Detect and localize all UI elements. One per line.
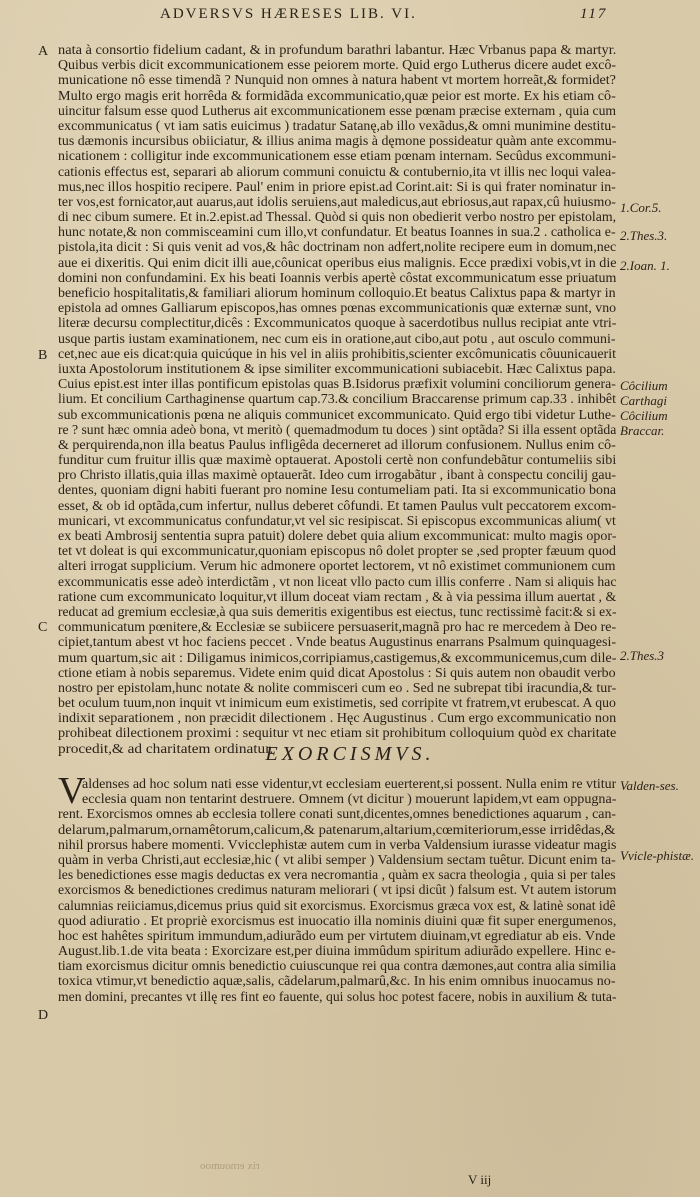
text-line: procedit,& ad charitatem ordinatur. xyxy=(58,740,274,756)
text-line: municari, vt excommunicatus confundatur,vt vel sic resipiscat. Si episcopus excommunicas alium( vt xyxy=(58,512,616,528)
text-line: Quibus verbis dicit excommunicationem esse peiorem morte. Quid ergo Lutherus dicere audet excô- xyxy=(58,57,616,73)
text-line: mum quartum,sic ait : Diligamus inimicos,corripiamus,castigemus,& excommunicemus,cum dile- xyxy=(58,649,616,665)
text-line: re ? sunt hæc omnia adeò bona, vt meritò ( quemadmodum tu doces ) sint optãda? Si illa essent optãda xyxy=(58,421,616,437)
text-line: esset, & ob id optãda,cum infertur, nullus deberet côfundi. Et tamen Paulus vult peccatorem excom- xyxy=(58,497,616,513)
text-line: ter vos,est fornicator,aut auarus,aut idolis seruiens,aut maledicus,aut ebriosus,aut rapax,cû huiusmo- xyxy=(58,193,616,209)
text-line: dentes, quoniam digni habiti fuerant pro nomine Iesu contumeliam pati. Ita si excommunicatio bona xyxy=(58,482,616,498)
page-number: 117 xyxy=(580,6,608,22)
text-line: exorcismos & benedictiones credimus naturam meliorari ( vt ipsi dicût ) falsum est. Vt autem istorum xyxy=(58,882,616,898)
text-line: tet vt doleat is qui excommunicatur,quoniam episcopus nô dolet propter se ,sed propter fæuum quod xyxy=(58,543,616,559)
text-line: prohibeat dilectionem proximi : sequitur vt nec etiam sit prohibitum colloquium quòd ex charitate xyxy=(58,725,616,741)
text-line: Cuius epist.est inter illas pontificum epistolas quas B.Isidorus præfixit volumini conciliorum genera- xyxy=(58,376,616,392)
body-text-block-1 xyxy=(58,42,616,756)
text-line: reducat ad gremium ecclesiæ,à qua suis demeritis exigentibus est eiectus, tunc rectissimè facit:& si ex- xyxy=(58,603,616,619)
text-line: les benedictiones esse magis deductas ex vera necromantia , quàm ex sacra theologia , quia si per tales xyxy=(58,867,616,883)
text-line: mus,nec illos hospitio recipere. Paul' enim in priore epist.ad Corint.ait: Si is qui frater nominatur in- xyxy=(58,178,616,194)
margin-note-concilium-carthagi: Côcilium Carthagi xyxy=(620,378,668,408)
drop-cap: V xyxy=(58,770,86,812)
text-line: aldenses ad hoc solum nati esse videntur,vt ecclesiam euerterent,si possent. Nulla enim re vtitur xyxy=(82,776,616,791)
text-line: hoc est hahêtes spiritum immundum,adiurãdo eum per virtutem diuinam,vt egrediatur ab eis. Vnde xyxy=(58,927,616,943)
margin-note-2thes-b: 2.Thes.3 xyxy=(620,648,665,663)
text-line: men domini, precantes vt illę res fint eo fauente, qui solus hoc potest facere, nobis in auxilium & tuta- xyxy=(58,988,616,1004)
section-letter-c: C xyxy=(38,620,48,635)
text-line: ratione cum excommunicato loquitur,vt illum doceat viam rectam , & à via pessima illum auertat , & xyxy=(58,588,616,604)
text-line: pistola,ita dicit : Si quis venit ad vos,& hâc doctrinam non adfert,nolite recipere eum in domum,nec xyxy=(58,239,616,255)
text-line: nostro per epistolam,hunc notate & nolite commisceri cum eo . Sed ne subrepat tibi iracundia,& tur- xyxy=(58,679,616,695)
text-line: quod adiuratio . Et propriè exorcismus est inuocatio illa nominis diuini quæ fit super energumenos, xyxy=(58,912,616,928)
signature-mark: V iij xyxy=(468,1172,492,1187)
text-line: nata à consortio fidelium cadant, & in profundum barathri labantur. Hæc Vrbanus papa & martyr. xyxy=(58,42,616,57)
page-header xyxy=(160,6,608,26)
text-line: di nec cibum sumere. Et in.2.epist.ad Thessal. Quòd si quis non obedierit verbo nostro per epistolam, xyxy=(58,209,616,225)
text-line: quàm in verba Christi,aut ecclesiæ,hic ( vt alibi semper ) Valdensium sectam tuêtur. Dicunt enim ta- xyxy=(58,851,616,867)
section-letter-d: D xyxy=(38,1008,49,1023)
text-line: epistola ad omnes Galliarum episcopos,has omnes pœnas excommunicationis quæ externæ sunt, vno xyxy=(58,300,616,316)
text-line: ctione etiam à nobis separemus. Videte enim quid dicat Apostolus : Si quis autem non obaudit verbo xyxy=(58,664,616,680)
text-line: lium. Et concilium Carthaginense quartum cap.73.& concilium Braccarense primum cap.33 . inhibêt xyxy=(58,391,616,407)
text-line: toxica vtimur,vt benedictio aquæ,salis, cãdelarum,palmarû,&c. In his enim omnibus inuocamus no- xyxy=(58,973,616,989)
text-line: ecclesia quam non tentarint destruere. Omnem (vt dicitur ) mouerunt lapidem,vt eam oppugna- xyxy=(82,791,616,807)
margin-note-2thes: 2.Thes.3. xyxy=(620,228,668,243)
section-letter-b: B xyxy=(38,348,48,363)
text-line: cationis effectus est, separari ab aliorum communi conuictu & contubernio,ita vt illis nec loqui valea- xyxy=(58,163,616,179)
text-line: cipiet,tantum abest vt hoc faciens peccet . Vnde beatus Augustinus enarrans Psalmum quinquagesi- xyxy=(58,634,616,650)
text-line: iuxta Apostolorum institutionem & ipse similiter excommunicationi subiacebit. Hæc Calixtus papa. xyxy=(58,360,616,376)
text-line: beneficio hospitalitatis,& familiari aliorum hominum colloquio.Et beatus Calixtus papa & martyr in xyxy=(58,285,616,300)
margin-note-1cor: 1.Cor.5. xyxy=(620,200,662,215)
text-line: calumnias reiiciamus,dicemus prius quid sit exorcismus. Exorcismus græca vox est, & latinè sonat idê xyxy=(58,897,616,913)
text-line: bet oculum tuum,non inquit vt inimicum eum existimetis, sed corripite vt fratrem,vt erubescat. A quo xyxy=(58,695,616,711)
text-line: communicatum pœnitere,& Ecclesiæ se subiicere persuaserit,magnã pro hac re mercedem à Deo re- xyxy=(58,619,616,635)
text-line: alteri irrogat supplicium. Verum hic admonere oportet lectorem, vt nô existimet communionem cum xyxy=(58,558,616,574)
text-line: ex beati Ambrosij sententia supra patuit) dolere debet quia alium excommunicat: multo magis opor- xyxy=(58,528,616,543)
text-line: cet,nec aue eis dicat:quia quicúque in his vel in aliis prohibitis,scienter excômunicatis côuunicauerit xyxy=(58,345,616,361)
margin-note-valdenses: Valden-ses. xyxy=(620,778,679,793)
running-title: ADVERSVS HÆRESES LIB. VI. xyxy=(160,6,417,22)
text-line: municatione nô esse timendã ? Nunquid non omnes à natura habent vt mortem horreãt,& formidet? xyxy=(58,72,616,88)
text-line: & perquirenda,non illa beatus Paulus infligêda decerneret ad illorum confusionem. Nullus enim cô- xyxy=(58,436,616,452)
text-line: Multo ergo magis erit horrêda & formidãda excommunicatio,quæ peior est morte. Ex his etiam cô- xyxy=(58,87,616,103)
text-line: nicationem : colligitur inde excommunicationem esse etiam pœnam internam. Secûdus excommuni- xyxy=(58,148,616,164)
text-line: usque partis iustam examinationem, nec cum eis in oratione,aut cibo,aut potu , aut osculo communi- xyxy=(58,330,616,346)
margin-note-2ioan: 2.Ioan. 1. xyxy=(620,258,670,273)
text-line: uincitur falsum esse quod Lutherus ait excommunicationem esse pœnam præcise externam , quia cum xyxy=(58,102,616,118)
text-line: tus dæmonis incursibus obiiciatur, & illius anima magis à dęmone possideatur quàm ante excommu- xyxy=(58,133,616,149)
text-line: aue ei dixeritis. Qui enim dicit illi aue,côunicat operibus eius malignis. Ecce prædixi vobis,vt in die xyxy=(58,254,616,270)
text-line: excommunicatus ( vt iam satis euicimus ) tradatur Satanę,ab illo vexãdus,& omni munimine destitu- xyxy=(58,117,616,133)
text-line: funditur cum fruitur illis quæ maximè optauerat. Apostoli certè non confundebãtur contumeliis sibi xyxy=(58,452,616,468)
text-line: excommunicatis esse adeò interdictãm , vt non liceat vllo pacto cum illis conferre . Nam si aliquis hac xyxy=(58,573,616,589)
text-line: domini non confundamini. Ex his beati Ioannis verbis apertè côstat excommunicatum esse priuatum xyxy=(58,269,616,285)
text-line: tiam exorcismus dicitur omnis benedictio cuiuscunque rei qua contra dæmones,aut contra alia similia xyxy=(58,958,616,974)
text-line: sub excommunicationis pœna ne aliquis communicet excommunicato. Quid ergo tibi videtur Luthe- xyxy=(58,406,616,422)
section-letter-a: A xyxy=(38,44,49,59)
text-line: literæ decursu complectitur,dicês : Excommunicatos quoque à sacerdotibus nullus recipiat ante vtri- xyxy=(58,315,616,331)
text-line: pro Christo illatis,quia illas maximè optauerãt. Ideo cum irrogabãtur , ibant à conspectu concilij gau- xyxy=(58,467,616,483)
text-line: rent. Exorcismos omnes ab ecclesia tollere conati sunt,dicentes,omnes benedictiones aquarum , can- xyxy=(58,806,616,822)
margin-note-concilium-braccar: Côcilium Braccar. xyxy=(620,408,668,438)
section-heading: EXORCISMVS. xyxy=(265,743,435,765)
text-line: hunc notate,& non commisceamini cum illo,vt confundatur. Et beatus Ioannes in sua.2 . catholica e- xyxy=(58,224,616,240)
text-line: August.lib.1.de vita beata : Exorcizare est,per diuina immûdum spiritum adiurãdo expellere. Hinc e- xyxy=(58,943,616,959)
text-line: delarum,palmarum,ornamêtorum,calicum,& patenarum,altarium,cœmiteriorum,esse irridêdas,& xyxy=(58,821,616,837)
text-line: nihil prorsus habere momenti. Vvicclephistæ autem cum in verba Valdensium iurasse videatur magis xyxy=(58,836,616,852)
margin-note-vviclephistae: Vvicle-phistæ. xyxy=(620,848,695,863)
body-text-block-2 xyxy=(58,770,616,1004)
bleed-through-text: rix ernoumoo xyxy=(200,1160,260,1172)
text-line: indixit separationem , non præcidit dilectionem . Hęc Augustinus . Cum ergo excommunicatio non xyxy=(58,710,616,726)
